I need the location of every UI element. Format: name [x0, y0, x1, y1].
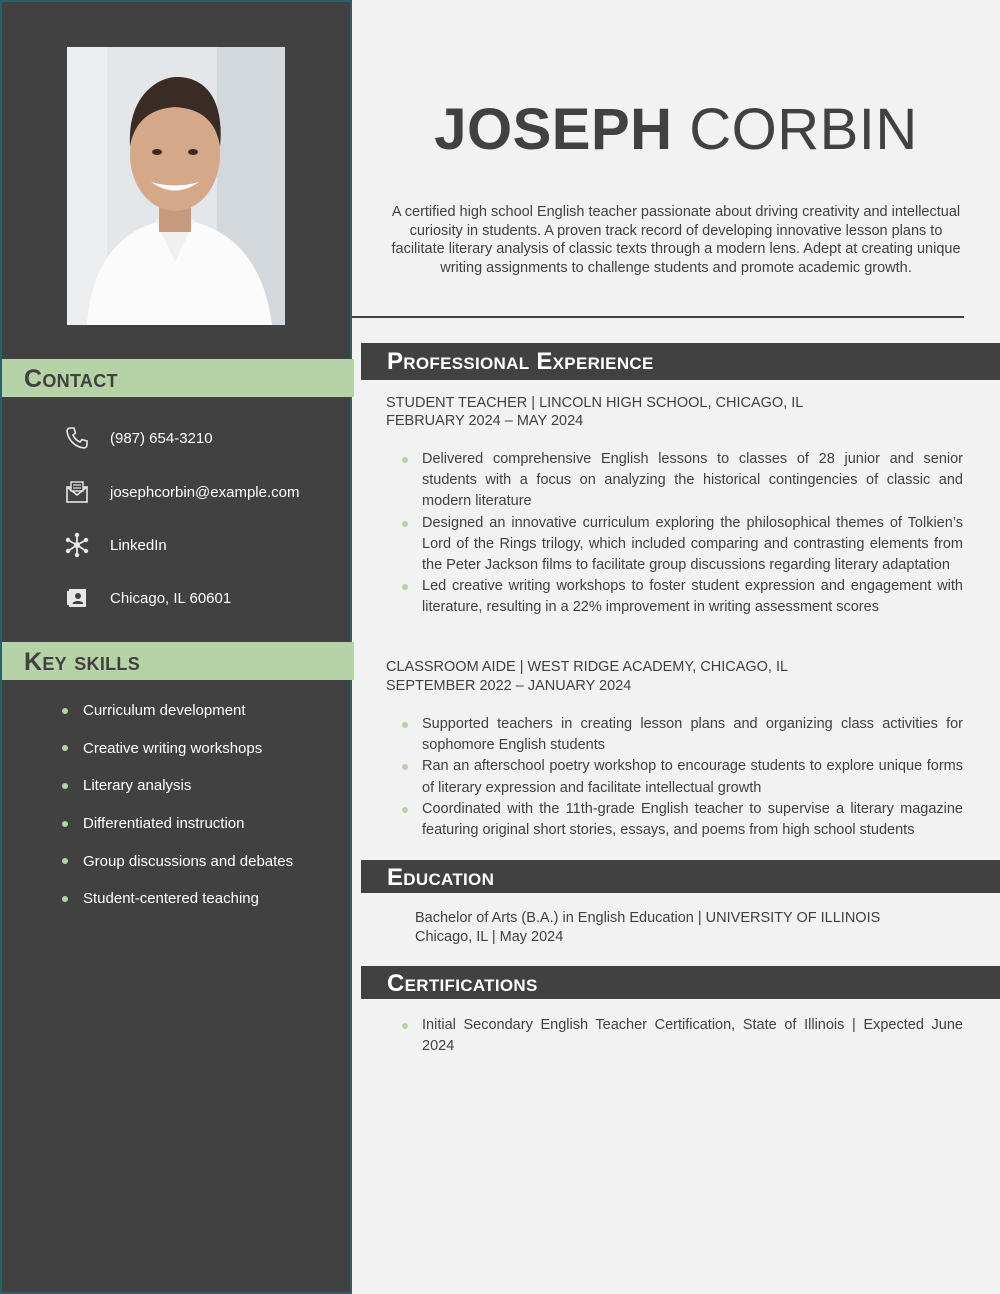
skill-item: Group discussions and debates [62, 842, 293, 880]
experience-heading: Professional Experience [387, 348, 654, 375]
email-text: josephcorbin@example.com [110, 483, 300, 501]
sidebar [0, 0, 352, 1294]
contact-phone[interactable] [64, 423, 344, 453]
education-degree: Bachelor of Arts (B.A.) in English Education | UNIVERSITY OF ILLINOIS [415, 910, 881, 926]
contact-linkedin[interactable] [64, 530, 344, 560]
first-name: JOSEPH [434, 97, 673, 162]
profile-photo [67, 47, 285, 325]
skill-item: Curriculum development [62, 692, 293, 730]
envelope-icon [64, 479, 90, 505]
address-text: Chicago, IL 60601 [110, 589, 232, 607]
skills-heading-band [2, 642, 354, 680]
linkedin-text: LinkedIn [110, 536, 167, 554]
contact-heading: Contact [24, 365, 118, 393]
contact-heading-band [2, 359, 354, 397]
skill-item: Literary analysis [62, 767, 293, 805]
education-heading-band [361, 860, 1000, 893]
job-bullet: Ran an afterschool poetry workshop to encourage students to explore unique forms of literary expression and facilitate intellectual growth [400, 756, 963, 798]
skill-item: Differentiated instruction [62, 805, 293, 843]
skill-item: Creative writing workshops [62, 730, 293, 768]
network-icon [64, 532, 90, 558]
address-card-icon [64, 585, 90, 611]
certifications-heading: Certifications [387, 970, 538, 997]
phone-text: (987) 654-3210 [110, 429, 213, 447]
skills-list [62, 692, 293, 918]
header-divider [352, 316, 964, 318]
certifications-heading-band [361, 966, 1000, 999]
experience-heading-band [361, 343, 1000, 380]
phone-icon [64, 425, 90, 451]
skill-item: Student-centered teaching [62, 880, 293, 918]
candidate-name [352, 96, 1000, 163]
job-dates: FEBRUARY 2024 – MAY 2024 [386, 413, 584, 429]
job-bullet: Coordinated with the 11th-grade English teacher to supervise a literary magazine featuring original short stories, essays, and poems from high school students [400, 799, 963, 841]
contact-email[interactable] [64, 477, 344, 507]
job-bullet: Delivered comprehensive English lessons to classes of 28 junior and senior students with a focus on analyzing the historical contingencies of classic and modern literature [400, 449, 963, 513]
job-dates: SEPTEMBER 2022 – JANUARY 2024 [386, 678, 632, 694]
job-bullets [400, 714, 963, 841]
job-title: STUDENT TEACHER | LINCOLN HIGH SCHOOL, CHICAGO, IL [386, 395, 804, 411]
last-name: CORBIN [689, 97, 918, 162]
job-bullets [400, 449, 963, 619]
job-bullet: Designed an innovative curriculum exploring the philosophical themes of Tolkien’s Lord of the Rings trilogy, which included comparing and contrasting elements from the Peter Jackson films to facilitate group discussions regarding literary adaptation [400, 513, 963, 577]
education-heading: Education [387, 864, 495, 891]
job-title: CLASSROOM AIDE | WEST RIDGE ACADEMY, CHICAGO, IL [386, 659, 789, 675]
certifications-list [400, 1015, 963, 1057]
job-bullet: Led creative writing workshops to foster student expression and engagement with literature, resulting in a 22% improvement in writing assessment scores [400, 576, 963, 618]
summary-text: A certified high school English teacher passionate about driving creativity and intellectual curiosity in students. A proven track record of developing innovative lesson plans to facilitate literary analysis of classic texts through a modern lens. Adept at creating unique writing assignments to challenge students and promote academic growth. [391, 204, 961, 276]
skills-heading: Key skills [24, 648, 141, 676]
certification-item: Initial Secondary English Teacher Certification, State of Illinois | Expected June 2024 [400, 1015, 963, 1057]
job-bullet: Supported teachers in creating lesson plans and organizing class activities for sophomore English students [400, 714, 963, 756]
contact-address[interactable] [64, 583, 344, 613]
education-details: Chicago, IL | May 2024 [415, 929, 564, 945]
